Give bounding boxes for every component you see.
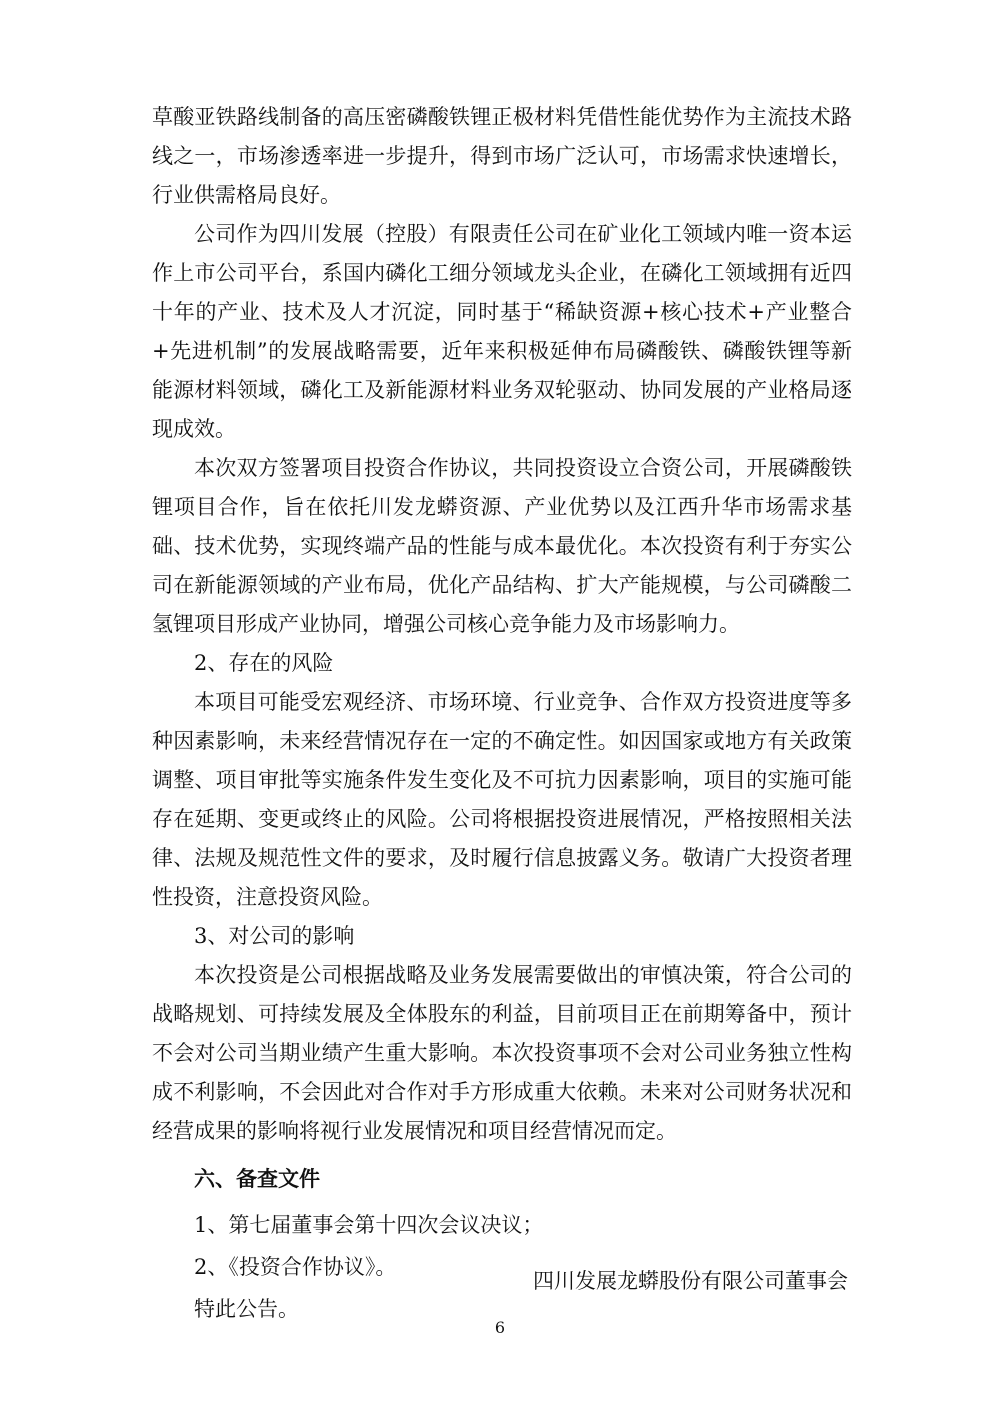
- subheading-impact: 3、对公司的影响: [194, 924, 355, 948]
- paragraph-investment-purpose: 本次双方签署项目投资合作协议，共同投资设立合资公司，开展磷酸铁锂项目合作，旨在依托川发龙蟒资源、产业优势以及江西升华市场需求基础、技术优势，实现终端产品的性能与成本最优化。本次投资有利于夯实公司在新能源领域的产业布局，优化产品结构、扩大产能规模，与公司磷酸二氢锂项目形成产业协同，增强公司核心竞争能力及市场影响力。: [152, 456, 852, 636]
- paragraph-risks: 本项目可能受宏观经济、市场环境、行业竞争、合作双方投资进度等多种因素影响，未来经营情况存在一定的不确定性。如因国家或地方有关政策调整、项目审批等实施条件发生变化及不可抗力因素影响，项目的实施可能存在延期、变更或终止的风险。公司将根据投资进展情况，严格按照相关法律、法规及规范性文件的要求，及时履行信息披露义务。敬请广大投资者理性投资，注意投资风险。: [152, 690, 852, 909]
- page-number: 6: [494, 1318, 506, 1337]
- closing-statement: 特此公告。: [194, 1297, 299, 1321]
- paragraph-continuation: 草酸亚铁路线制备的高压密磷酸铁锂正极材料凭借性能优势作为主流技术路线之一，市场渗透率进一步提升，得到市场广泛认可，市场需求快速增长，行业供需格局良好。: [152, 105, 852, 207]
- paragraph-impact: 本次投资是公司根据战略及业务发展需要做出的审慎决策，符合公司的战略规划、可持续发展及全体股东的利益，目前项目正在前期筹备中，预计不会对公司当期业绩产生重大影响。本次投资事项不会对公司业务独立性构成不利影响，不会因此对合作对手方形成重大依赖。未来对公司财务状况和经营成果的影响将视行业发展情况和项目经营情况而定。: [152, 963, 852, 1143]
- paragraph-company-profile: 公司作为四川发展（控股）有限责任公司在矿业化工领域内唯一资本运作上市公司平台，系国内磷化工细分领域龙头企业，在磷化工领域拥有近四十年的产业、技术及人才沉淀，同时基于“稀缺资源+核心技术+产业整合+先进机制”的发展战略需要，近年来积极延伸布局磷酸铁、磷酸铁锂等新能源材料领域，磷化工及新能源材料业务双轮驱动、协同发展的产业格局逐现成效。: [152, 222, 852, 441]
- document-body: [152, 98, 852, 1330]
- section-heading-reference-documents: 六、备查文件: [194, 1166, 320, 1191]
- reference-item: 2、《投资合作协议》。: [194, 1255, 397, 1279]
- signature-board: 四川发展龙蟒股份有限公司董事会: [533, 1269, 848, 1293]
- reference-item: 1、第七届董事会第十四次会议决议；: [194, 1213, 544, 1237]
- subheading-risks: 2、存在的风险: [194, 651, 334, 675]
